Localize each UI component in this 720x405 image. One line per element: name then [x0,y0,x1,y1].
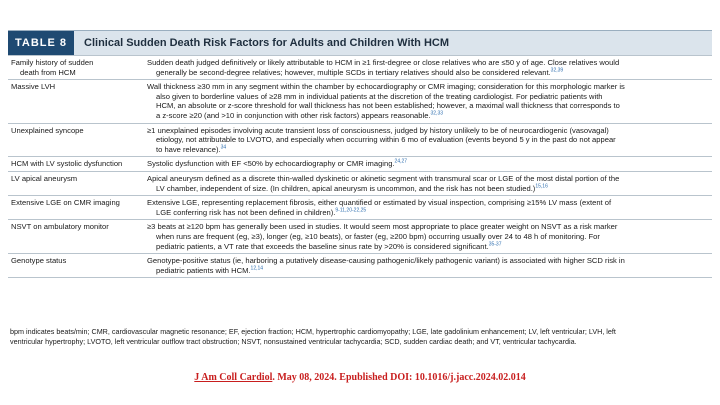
definition-text: etiology, not attributable to LVOTO, and especially when occurring within 6 mo of evaluation (events beyond 5 y in the past do not appear [156,135,616,145]
definition-line [147,256,708,266]
table-row [8,220,712,254]
definition-text: LV chamber, independent of size. (In children, apical aneurysm is uncommon, and the risk has not been studied.) [156,183,536,193]
definition-text: Wall thickness ≥30 mm in any segment within the chamber by echocardiography or CMR imaging; consideration for this morphologic marker is [147,82,625,92]
definition-line [147,111,708,121]
definition-text: pediatric patients with HCM. [156,265,251,275]
risk-factor-table [8,30,712,278]
risk-factor-label: NSVT on ambulatory monitor [11,222,109,232]
risk-factor-label: HCM with LV systolic dysfunction [11,159,123,169]
table-row [8,124,712,158]
table-row [8,196,712,220]
risk-factor-label: Unexplained syncope [11,125,84,135]
footnote-line: bpm indicates beats/min; CMR, cardiovascular magnetic resonance; EF, ejection fraction; HCM, hypertrophic cardiomyopathy; LGE, late gadolinium enhancement; LV, left ventricular; LVH, left [10,327,616,336]
definition-text: pediatric patients, a VT rate that exceeds the baseline sinus rate by >20% is considered significant. [156,241,489,251]
definition-line [147,92,708,102]
reference-superscript[interactable]: 34 [220,144,227,151]
definition-text: a z-score ≥20 (and >10 in conjunction with other risk factors) appears reasonable. [156,110,431,120]
risk-factor-definition [143,157,712,171]
definition-text: ≥1 unexplained episodes involving acute transient loss of consciousness, judged by history unlikely to be of neurocardiogenic (vasovagal) [147,125,609,135]
risk-factor-cell [8,172,143,195]
table-footnote [10,327,710,346]
risk-factor-definition [143,220,712,253]
definition-text: when runs are frequent (eg, ≥3), longer (eg, ≥10 beats), or faster (eg, ≥200 bpm) occurring usually over 24 to 48 h of monitoring. For [156,231,600,241]
risk-factor-label: LV apical aneurysm [11,173,78,183]
reference-superscript[interactable]: 9-11,20-22,25 [335,207,367,214]
risk-factor-definition [143,196,712,219]
definition-text: Sudden death judged definitively or likely attributable to HCM in ≥1 first-degree or close relatives who are ≤50 y of age. Close relatives would [147,58,620,67]
definition-text: Apical aneurysm defined as a discrete thin-walled dyskinetic or akinetic segment with transmural scar or LGE of the most distal portion of the [147,173,620,183]
risk-factor-cell [8,220,143,253]
risk-factor-label: death from HCM [20,67,76,77]
risk-factor-label: Family history of sudden [11,58,94,67]
risk-factor-cell [8,254,143,277]
risk-factor-definition [143,254,712,277]
definition-line [147,208,708,218]
reference-superscript[interactable]: 32,33 [430,110,444,117]
table-label: TABLE 8 [8,31,74,55]
definition-line [147,58,708,68]
risk-factor-cell [8,157,143,171]
citation-details: . May 08, 2024. Epublished DOI: 10.1016/j.jacc.2024.02.014 [272,372,526,383]
definition-line [147,232,708,242]
definition-line [147,266,708,276]
definition-text: Systolic dysfunction with EF <50% by echocardiography or CMR imaging. [147,159,395,169]
definition-text: ≥3 beats at ≥120 bpm has generally been used in studies. It would seem most appropriate to place greater weight on NSVT as a risk marker [147,222,618,232]
table-row [8,80,712,123]
reference-superscript[interactable]: 15,16 [535,183,548,189]
risk-factor-label: Extensive LGE on CMR imaging [11,198,120,208]
definition-text: generally be second-degree relatives; however, multiple SCDs in tertiary relatives should also be considered relevant. [156,67,551,77]
risk-factor-definition [143,80,712,122]
risk-factor-label: Massive LVH [11,82,56,92]
risk-factor-label: Genotype status [11,256,67,266]
risk-factor-cell [8,56,143,79]
definition-line [147,159,708,169]
risk-factor-definition [143,172,712,195]
reference-superscript[interactable]: 24,27 [394,158,408,165]
definition-text: to have relevance). [156,144,221,154]
definition-line [147,222,708,232]
definition-text: Extensive LGE, representing replacement fibrosis, either quantified or estimated by visual inspection, comprising ≥15% LV mass (extent of [147,198,612,208]
table-body [8,55,712,278]
risk-factor-cell [8,80,143,122]
table-title-bar [8,30,712,55]
journal-citation [0,372,720,383]
definition-text: LGE conferring risk has not been defined in children). [156,207,336,217]
definition-line [147,101,708,111]
table-row [8,157,712,172]
citation-journal-link[interactable]: J Am Coll Cardiol [194,372,273,383]
table-row [8,172,712,196]
definition-line [147,174,708,184]
table-title: Clinical Sudden Death Risk Factors for Adults and Children With HCM [84,37,449,49]
definition-line [147,198,708,208]
reference-superscript[interactable]: 32,39 [550,67,564,74]
reference-superscript[interactable]: 12,14 [250,265,264,272]
table-row [8,55,712,80]
footnote-line: ventricular hypertrophy; LVOTO, left ventricular outflow tract obstruction; NSVT, nonsustained ventricular tachycardia; SCD, sudden cardiac death; and VT, ventricular tachycardia. [10,336,577,346]
risk-factor-cell [8,124,143,157]
risk-factor-cell [8,196,143,219]
definition-line [147,82,708,92]
definition-text: HCM, an absolute or z-score threshold for wall thickness has not been established; however, a maximal wall thickness that corresponds to [156,101,620,111]
risk-factor-definition [143,56,712,79]
definition-line [147,68,708,78]
definition-line [147,184,708,194]
definition-line [147,242,708,252]
definition-text: Genotype-positive status (ie, harboring a putatively disease-causing pathogenic/likely pathogenic variant) is associated with higher SCD risk in [147,256,625,266]
definition-line [147,126,708,136]
definition-line [147,145,708,155]
definition-text: also given to borderline values of ≥28 mm in individual patients at the discretion of the treating cardiologist. For pediatric patients with [156,91,603,101]
reference-superscript[interactable]: 35-37 [488,240,502,247]
table-row [8,254,712,278]
risk-factor-definition [143,124,712,157]
definition-line [147,135,708,145]
